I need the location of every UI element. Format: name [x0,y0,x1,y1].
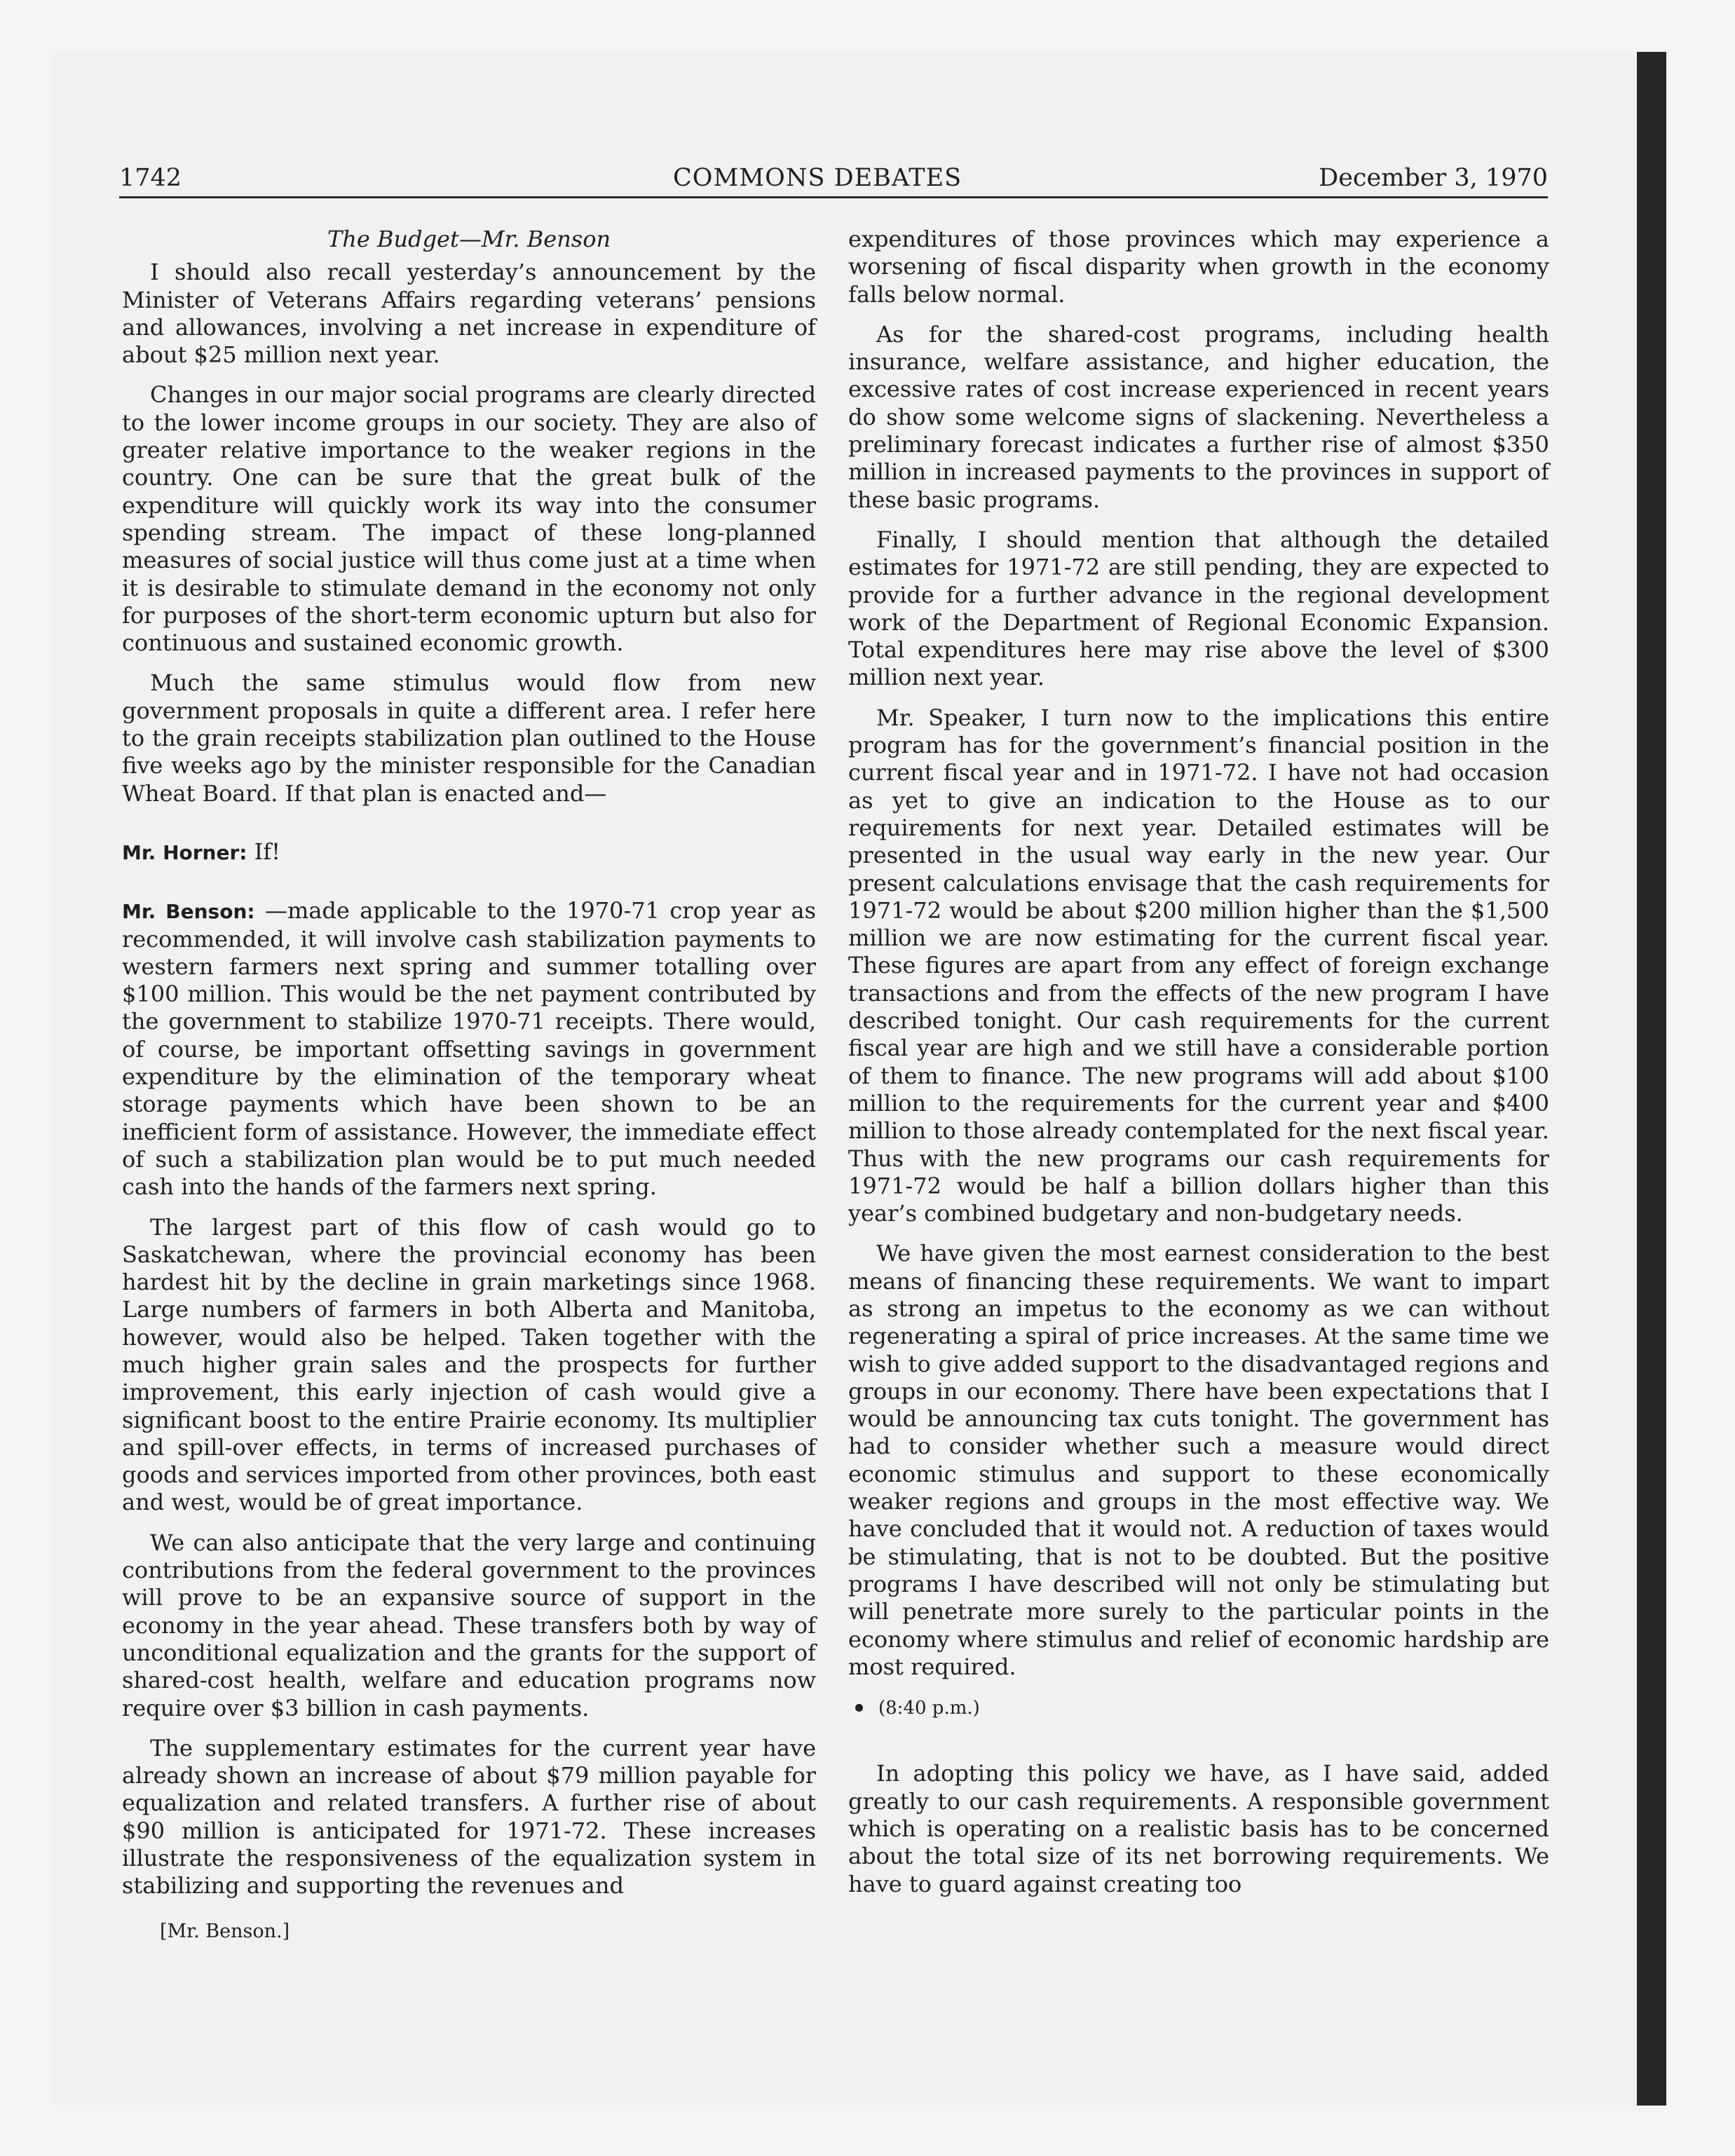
paragraph-continued: expenditures of those provinces which may experience a worsening of fiscal disparity when growth in the economy falls below normal. [848,226,1549,308]
paragraph: Mr. Speaker, I turn now to the implications this entire program has for the government’s financial position in the current fiscal year and in 1971-72. I have not had occasion as yet to give an indication to the House as to our requirements for next year. Detailed estimates will be presented in the usual way early in the new year. Our present calculations envisage that the cash requirements for 1971-72 would be about $200 million higher than the $1,500 million we are now estimating for the current fiscal year. These figures are apart from any effect of foreign exchange transactions and from the effects of the new program I have described tonight. Our cash requirements for the current fiscal year are high and we still have a considerable portion of them to finance. The new programs will add about $100 million to the requirements for the current year and $400 million to those already contemplated for the next fiscal year. Thus with the new programs our cash requirements for 1971-72 would be half a billion dollars higher than this year’s combined budgetary and non-budgetary needs. [848,704,1549,1227]
paragraph: Changes in our major social programs are clearly directed to the lower income groups in our society. They are also of greater relative importance to the weaker regions in the country. One can be sure that the great bulk of the expenditure will quickly work its way into the consumer spending stream. The impact of these long-planned measures of social justice will thus come just at a time when it is desirable to stimulate demand in the economy not only for purposes of the short-term economic upturn but also for continuous and sustained economic growth. [122,381,816,657]
speaker-name: Mr. Horner: [122,840,247,864]
running-head: COMMONS DEBATES [673,164,962,192]
time-marker-text: (8:40 p.m.) [878,1698,980,1719]
page-header [119,153,1548,198]
left-column [122,226,816,1913]
paragraph: Finally, I should mention that although the detailed estimates for 1971-72 are still pending, they are expected to provide for a further advance in the regional development work of the Department of Regional Economic Expansion. Total expenditures here may rise above the level of $300 million next year. [848,526,1549,691]
speech-text: If! [254,838,280,865]
paragraph: The supplementary estimates for the current year have already shown an increase of about $79 million payable for equalization and related transfers. A further rise of about $90 million is anticipated for 1971-72. These increases illustrate the responsiveness of the equalization system in stabilizing and supporting the revenues and [122,1734,816,1899]
paragraph: In adopting this policy we have, as I have said, added greatly to our cash requirements. A responsible government which is operating on a realistic basis has to be concerned about the total size of its net borrowing requirements. We have to guard against creating too [848,1760,1549,1897]
header-date: December 3, 1970 [1319,164,1548,192]
paragraph: The largest part of this flow of cash would go to Saskatchewan, where the provincial economy has been hardest hit by the decline in grain marketings since 1968. Large numbers of farmers in both Alberta and Manitoba, however, would also be helped. Taken together with the much higher grain sales and the prospects for further improvement, this early injection of cash would give a significant boost to the entire Prairie economy. Its multiplier and spill-over effects, in terms of increased purchases of goods and services imported from other provinces, both east and west, would be of great importance. [122,1213,816,1516]
speech-text: —made applicable to the 1970-71 crop year as recommended, it will involve cash stabilization payments to western farmers next spring and summer totalling over $100 million. This would be the net payment contributed by the government to stabilize 1970-71 receipts. There would, of course, be important offsetting savings in government expenditure by the elimination of the temporary wheat storage payments which have been shown to be an inefficient form of assistance. However, the immediate effect of such a stabilization plan would be to put much needed cash into the hands of the farmers next spring. [122,897,817,1201]
speaker-name: Mr. Benson: [122,900,255,924]
paragraph: Much the same stimulus would flow from new government proposals in quite a different area. I refer here to the grain receipts stabilization plan outlined to the House five weeks ago by the minister responsible for the Canadian Wheat Board. If that plan is enacted and— [122,669,816,807]
time-marker [848,1695,1549,1722]
bullet-icon [855,1704,863,1712]
paragraph: As for the shared-cost programs, including health insurance, welfare assistance, and higher education, the excessive rates of cost increase experienced in recent years do show some welcome signs of slackening. Nevertheless a preliminary forecast indicates a further rise of almost $350 million in increased payments to the provinces in support of these basic programs. [848,320,1549,513]
paragraph: We can also anticipate that the very large and continuing contributions from the federal government to the provinces will prove to be an expansive source of support in the economy in the year ahead. These transfers both by way of unconditional equalization and the grants for the support of shared-cost health, welfare and education programs now require over $3 billion in cash payments. [122,1529,816,1721]
page-number: 1742 [119,164,182,192]
right-column [848,226,1549,1911]
scan-edge-bar [1637,52,1666,2106]
interjection [122,838,816,866]
section-title: The Budget—Mr. Benson [327,226,611,252]
speech [122,897,816,1201]
paragraph: We have given the most earnest consideration to the best means of financing these requirements. We want to impart as strong an impetus to the economy as we can without regenerating a spiral of price increases. At the same time we wish to give added support to the disadvantaged regions and groups in our economy. There have been expectations that I would be announcing tax cuts tonight. The government has had to consider whether such a measure would direct economic stimulus and support to these economically weaker regions and groups in the most effective way. We have concluded that it would not. A reduction of taxes would be stimulating, that is not to be doubted. But the positive programs I have described will not only be stimulating but will penetrate more surely to the particular points in the economy where stimulus and relief of economic hardship are most required. [848,1240,1549,1680]
paragraph: I should also recall yesterday’s announcement by the Minister of Veterans Affairs regarding veterans’ pensions and allowances, involving a net increase in expenditure of about $25 million next year. [122,259,816,369]
speaker-attribution: [Mr. Benson.] [160,1920,290,1942]
